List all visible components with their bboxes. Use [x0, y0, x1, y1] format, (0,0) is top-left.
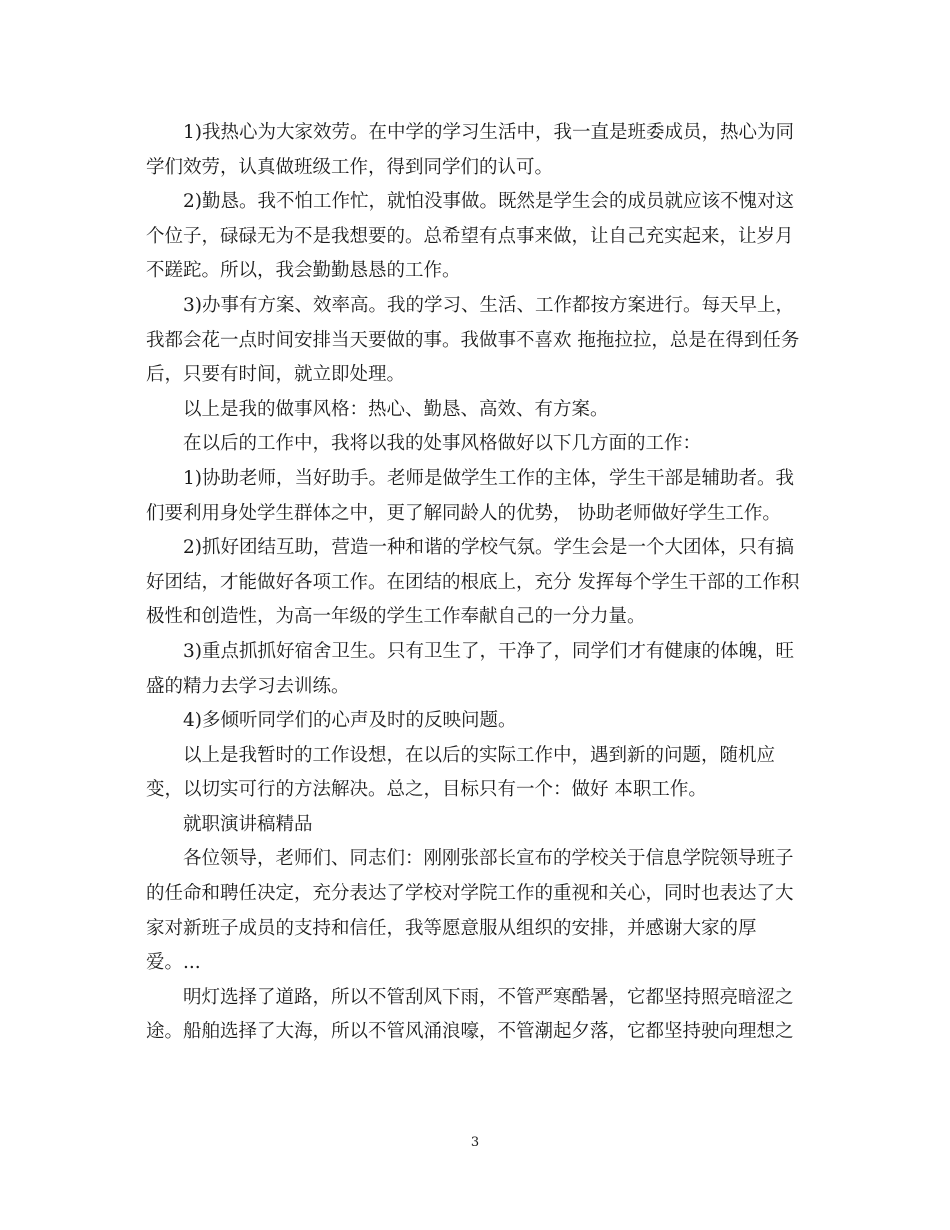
document-body	[146, 116, 806, 1050]
paragraph-5: 在以后的工作中，我将以我的处事风格做好以下几方面的工作：	[183, 433, 702, 455]
paragraph-13: 明灯选择了道路，所以不管刮风下雨，不管严寒酷暑，它都坚持照亮暗涩之途。船舶选择了大海，所以不管风涌浪嚎，不管潮起夕落，它都坚持驶向理想之	[146, 986, 794, 1043]
paragraph-2: 2)勤恳。我不怕工作忙，就怕没事做。既然是学生会的成员就应该不愧对这个位子，碌碌无为不是我想要的。总希望有点事来做，让自己充实起来，让岁月不蹉跎。所以，我会勤勤恳恳的工作。	[146, 191, 794, 282]
page-number: 3	[470, 1135, 480, 1150]
paragraph-9: 4)多倾听同学们的心声及时的反映问题。	[183, 710, 517, 732]
section-heading: 就职演讲稿精品	[183, 813, 313, 835]
paragraph-6: 1)协助老师，当好助手。老师是做学生工作的主体，学生干部是辅助者。我们要利用身处学生群体之中，更了解同龄人的优势， 协助老师做好学生工作。	[146, 467, 794, 524]
paragraph-8: 3)重点抓抓好宿舍卫生。只有卫生了，干净了，同学们才有健康的体魄，旺盛的精力去学习去训练。	[146, 640, 794, 697]
paragraph-3: 3)办事有方案、效率高。我的学习、生活、工作都按方案进行。每天早上，我都会花一点时间安排当天要做的事。我做事不喜欢 拖拖拉拉，总是在得到任务后，只要有时间，就立即处理。	[146, 294, 800, 386]
paragraph-4: 以上是我的做事风格：热心、勤恳、高效、有方案。	[183, 398, 609, 420]
paragraph-12: 各位领导，老师们、同志们：刚刚张部长宣布的学校关于信息学院领导班子的任命和聘任决定，充分表达了学校对学院工作的重视和关心，同时也表达了大家对新班子成员的支持和信任，我等愿意服从组织的安排，并感谢大家的厚爱。...	[146, 848, 794, 974]
paragraph-10: 以上是我暂时的工作设想，在以后的实际工作中，遇到新的问题，随机应变，以切实可行的方法解决。总之，目标只有一个：做好 本职工作。	[146, 744, 776, 801]
paragraph-7: 2)抓好团结互助，营造一种和谐的学校气氛。学生会是一个大团体，只有搞好团结，才能做好各项工作。在团结的根底上，充分 发挥每个学生干部的工作积极性和创造性，为高一年级的学生工作奉献自己的一分力量。	[146, 537, 800, 628]
paragraph-1: 1)我热心为大家效劳。在中学的学习生活中，我一直是班委成员，热心为同学们效劳，认真做班级工作，得到同学们的认可。	[146, 122, 794, 178]
